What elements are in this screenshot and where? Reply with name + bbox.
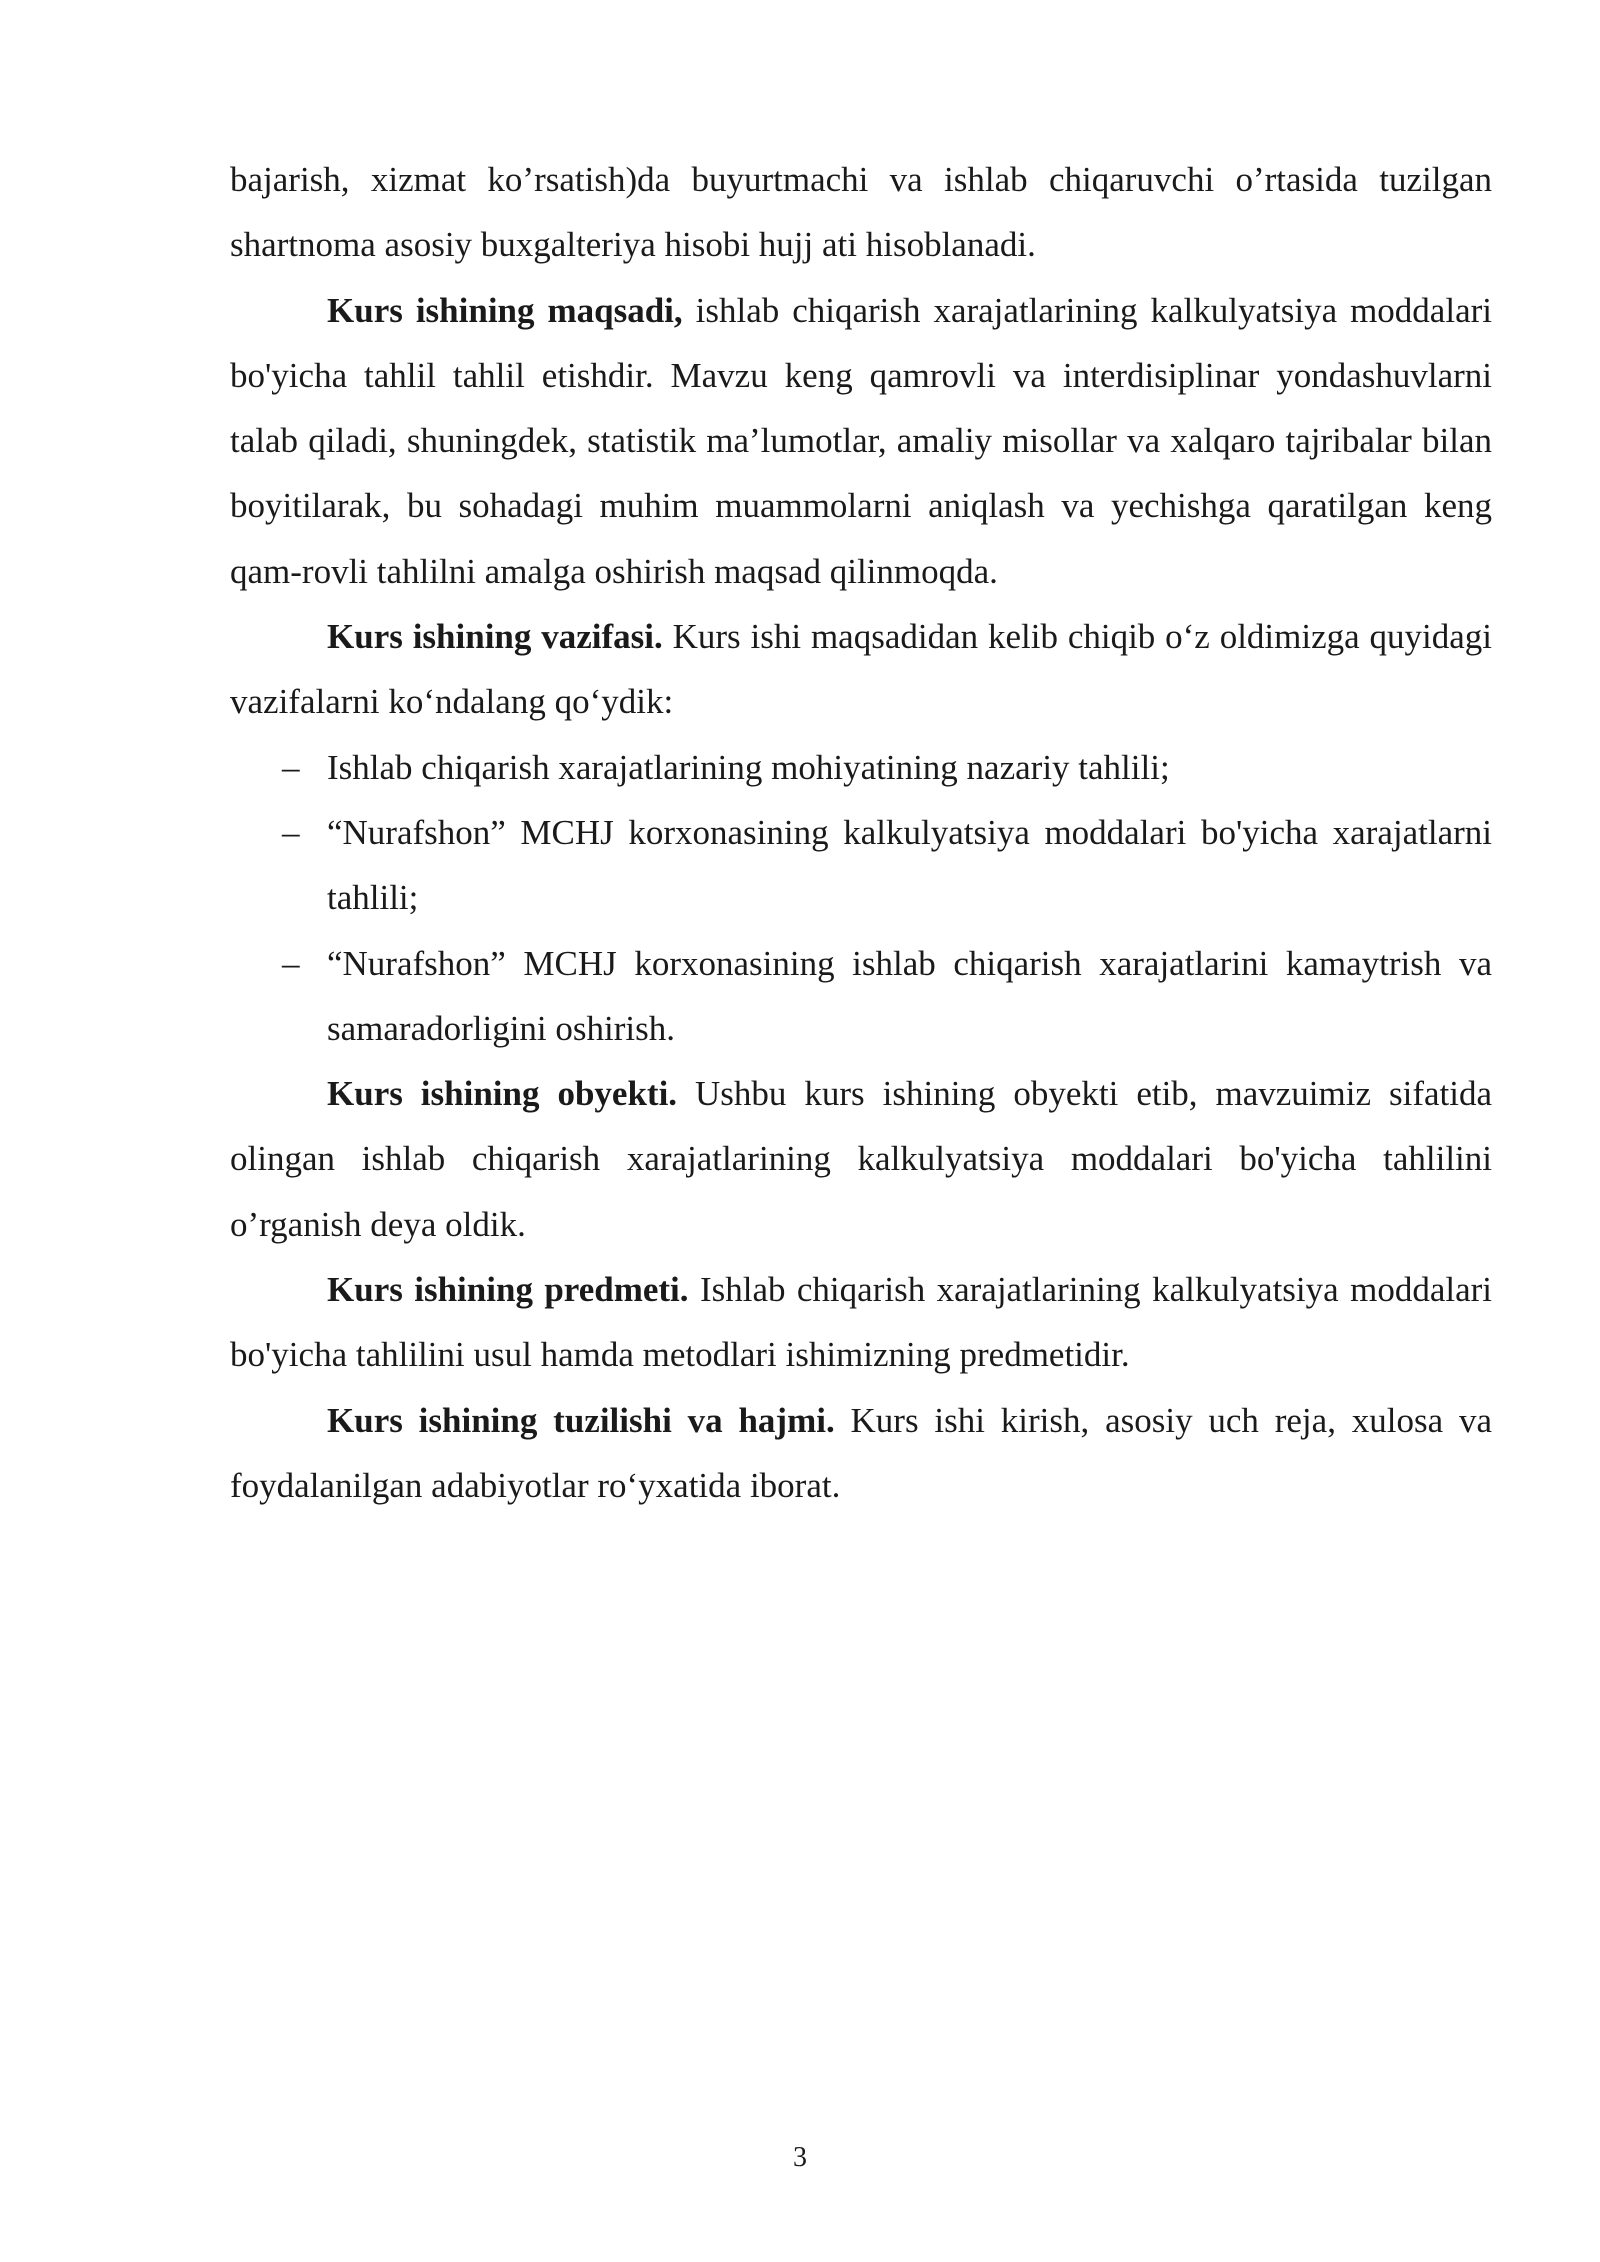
paragraph-object (230, 1061, 1492, 1257)
list-item: – “Nurafshon” MCHJ korxonasining ishlab chiqarish xarajatlarini kamaytrish va samaradorligini oshirish. (230, 931, 1492, 1062)
subject-text: Ishlab chiqarish xarajatlarining kalkulyatsiya moddalari bo'yicha tahlilini usul hamda metodlari ishimizning predmetidir. (230, 1270, 1492, 1375)
dash-bullet-icon: – (282, 747, 300, 787)
object-heading: Kurs ishining obyekti. (327, 1074, 678, 1114)
list-item: – “Nurafshon” MCHJ korxonasining kalkulyatsiya moddalari bo'yicha xarajatlarni tahlili; (230, 800, 1492, 931)
tasks-list (230, 735, 1492, 1061)
paragraph-structure (230, 1388, 1492, 1519)
page-number: 3 (793, 2142, 807, 2173)
paragraph-tasks (230, 604, 1492, 735)
dash-bullet-icon: – (282, 812, 300, 852)
goal-text: ishlab chiqarish xarajatlarining kalkulyatsiya moddalari bo'yicha tahlil tahlil etishdir. Mavzu keng qamrovli va interdisiplinar yondashuvlarni talab qiladi, shuningdek, statistik ma’lumotlar, amaliy misollar va xalqaro tajribalar bilan boyitilarak, bu sohadagi muhim muammolarni aniqlash va yechishga qaratilgan keng qam-rovli tahlilni amalga oshirish maqsad qilinmoqda. (230, 290, 1492, 591)
paragraph-subject (230, 1257, 1492, 1388)
structure-text: Kurs ishi kirish, asosiy uch reja, xulosa va foydalanilgan adabiyotlar ro‘yxatida iborat. (230, 1400, 1492, 1505)
goal-heading: Kurs ishining maqsadi, (327, 290, 683, 330)
object-text: Ushbu kurs ishining obyekti etib, mavzuimiz sifatida olingan ishlab chiqarish xarajatlarining kalkulyatsiya moddalari bo'yicha tahlilini o’rganish deya oldik. (230, 1074, 1492, 1244)
paragraph-goal (230, 278, 1492, 604)
tasks-text: Kurs ishi maqsadidan kelib chiqib o‘z oldimizga quyidagi vazifalarni ko‘ndalang qo‘ydik: (230, 617, 1493, 722)
structure-heading: Kurs ishining tuzilishi va hajmi. (327, 1400, 835, 1440)
document-page (230, 147, 1492, 1518)
dash-bullet-icon: – (282, 943, 300, 983)
list-item: – Ishlab chiqarish xarajatlarining mohiyatining nazariy tahlili; (230, 735, 1492, 800)
subject-heading: Kurs ishining predmeti. (327, 1270, 689, 1310)
tasks-heading: Kurs ishining vazifasi. (327, 617, 663, 657)
paragraph-continuation: bajarish, xizmat ko’rsatish)da buyurtmachi va ishlab chiqaruvchi o’rtasida tuzilgan shartnoma asosiy buxgalteriya hisobi hujj ati hisoblanadi. (230, 160, 1492, 265)
